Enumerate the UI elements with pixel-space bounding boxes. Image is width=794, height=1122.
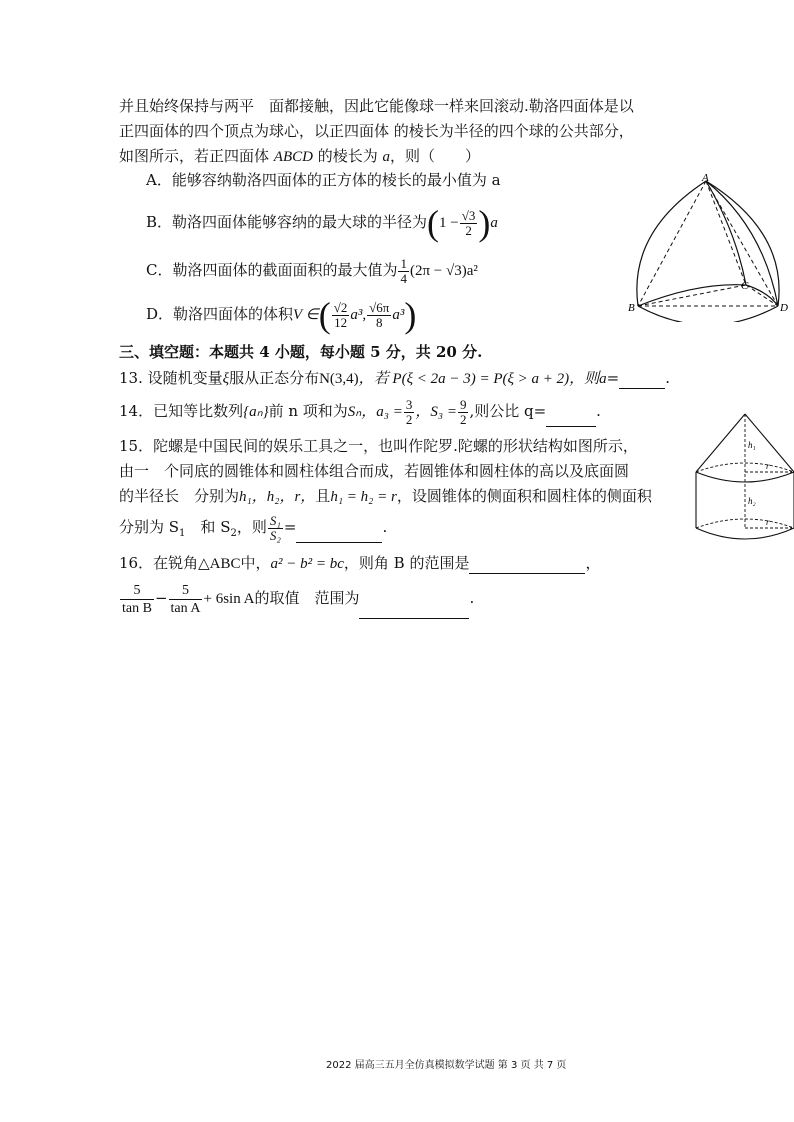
option-d-text: D．勒洛四面体的体积	[146, 305, 294, 323]
dashed-cd	[746, 285, 778, 306]
bottom-ellipse-front	[696, 528, 794, 539]
a3-label: ，a₃ =	[361, 404, 403, 420]
numerator: 9	[459, 396, 467, 412]
numerator: 1	[400, 255, 407, 271]
dashed-ab	[638, 181, 706, 306]
q15-text: 且	[315, 487, 331, 505]
period: .	[596, 402, 601, 420]
q16-text: 的取值 范围为	[254, 589, 360, 607]
option-d-end: a³	[392, 307, 405, 323]
intro-line-1: 并且始终保持与两平 面都接触，因此它能像球一样来回滚动.勒洛四面体是以	[119, 97, 634, 115]
intro-text: ，则（ ）	[390, 147, 481, 165]
intro-text: 的棱长为	[312, 147, 383, 165]
fraction	[332, 301, 350, 330]
denominator: tan B	[122, 600, 152, 616]
fraction	[458, 398, 469, 427]
q13-condition: ，若 P(ξ < 2a − 3) = P(ξ > a + 2)，则	[358, 371, 600, 387]
q16-text: ，则角 B 的范围是	[343, 554, 470, 572]
fraction	[404, 398, 415, 427]
question-16-line-1	[119, 553, 600, 574]
vertex-b-label: B	[628, 302, 635, 314]
distribution: N(3,4)	[319, 371, 359, 387]
edge-var: a	[382, 149, 390, 165]
q14-text: ,则公比 q=	[469, 402, 547, 420]
q16-text: 16．在锐角	[119, 554, 199, 572]
r2-label: r	[766, 517, 770, 527]
page-footer: 2022 届高三五月全仿真模拟数学试题 第 3 页 共 7 页	[326, 1060, 567, 1071]
option-b	[146, 204, 498, 241]
q14-text: 前 n 项和为	[268, 402, 348, 420]
denominator: 2	[459, 411, 467, 427]
q14-text: 14．已知等比数列	[119, 402, 244, 420]
answer-blank-16a[interactable]	[469, 553, 585, 574]
question-15-line-2: 由一 个同底的圆锥体和圆柱体组合而成，若圆锥体和圆柱体的高以及底面圆	[119, 462, 630, 480]
option-c-expr: (2π − √3)a²	[409, 263, 478, 279]
intro-line-2: 正四面体的四个顶点为球心，以正四面体 的棱长为半径的四个球的公共部分，	[119, 122, 634, 140]
answer-blank-14[interactable]	[546, 396, 596, 427]
edge-cd	[746, 285, 778, 306]
dashed-ac	[706, 181, 746, 285]
option-d	[146, 296, 416, 333]
equals-sign: =	[283, 518, 297, 536]
denominator: 2	[405, 411, 413, 427]
s3-label: ，S₃ =	[415, 404, 457, 420]
q15-text: 和 S	[185, 518, 231, 536]
q15-text: 的半径长 分别为	[119, 487, 240, 505]
q13-text: 13. 设随机变量	[119, 369, 223, 387]
tetra-name: ABCD	[273, 149, 313, 165]
denominator: tan A	[170, 600, 201, 616]
edge-var: a	[490, 215, 498, 231]
dashed-bc	[638, 285, 746, 306]
answer-blank-16b[interactable]	[359, 578, 469, 619]
period: .	[382, 518, 388, 536]
r1-label: r	[766, 461, 770, 471]
fraction	[169, 582, 203, 617]
subscript: 1	[179, 528, 186, 539]
q15-vars: h₁，h₂，r，	[239, 489, 316, 505]
random-var: ξ	[222, 371, 230, 387]
paren: )	[478, 203, 491, 243]
option-b-one: 1 −	[439, 215, 459, 231]
denominator: 12	[334, 314, 348, 330]
fraction	[398, 257, 409, 286]
spinning-top-figure	[692, 410, 794, 548]
question-15-line-1: 15．陀螺是中国民间的娱乐工具之一，也叫作陀罗.陀螺的形状结构如图所示，	[119, 437, 638, 455]
question-14	[119, 396, 601, 427]
question-16-line-2	[119, 578, 474, 619]
volume-var: V ∈	[293, 307, 319, 323]
fraction	[367, 301, 391, 330]
subscript: 2	[230, 528, 237, 539]
partial-sum: Sₙ	[347, 404, 362, 420]
numerator: 3	[405, 396, 413, 412]
h2-label: h₂	[748, 496, 756, 506]
option-b-text: B．勒洛四面体能够容纳的最大球的半径为	[146, 213, 428, 231]
option-c-text: C．勒洛四面体的截面面积的最大值为	[146, 261, 398, 279]
paren: (	[318, 295, 331, 335]
section-heading: 三、填空题：本题共 4 小题，每小题 5 分，共 20 分.	[119, 343, 483, 361]
vertex-d-label: D	[780, 302, 788, 314]
numerator: S₁	[269, 512, 281, 528]
denominator: 4	[400, 270, 407, 286]
q16-expr: + 6sin A	[203, 591, 255, 607]
q13-text: 服从正态分布	[229, 369, 320, 387]
answer-blank-15[interactable]	[296, 512, 382, 543]
q15-text: 分别为 S	[119, 518, 180, 536]
question-13	[119, 368, 670, 389]
vertex-a-label: A	[702, 172, 709, 184]
q15-text: ，设圆锥体的侧面积和圆柱体的侧面积	[396, 487, 652, 505]
numerator: √3	[461, 207, 476, 223]
question-15-line-4	[119, 512, 387, 549]
paren: (	[427, 203, 440, 243]
denominator: S₂	[269, 527, 281, 543]
question-15-line-3	[119, 486, 652, 507]
option-c	[146, 255, 478, 286]
fraction	[268, 514, 283, 543]
fraction	[460, 209, 478, 238]
vertex-c-label: C	[741, 280, 749, 292]
numerator: 5	[169, 582, 203, 600]
h1-label: h₁	[748, 440, 756, 450]
reuleaux-tetrahedron-figure	[628, 172, 794, 322]
q15-condition: h₁ = h₂ = r	[330, 489, 397, 505]
fraction	[120, 582, 154, 617]
denominator: 8	[375, 314, 383, 330]
period: .	[469, 589, 475, 607]
minus-sign: −	[154, 589, 168, 607]
option-a: A．能够容纳勒洛四面体的正方体的棱长的最小值为 a	[146, 171, 501, 189]
comma: ，	[585, 554, 601, 572]
equals-sign: =	[606, 369, 620, 387]
triangle: △ABC	[198, 556, 241, 572]
q16-text: 中，	[240, 554, 271, 572]
q16-equation: a² − b² = bc	[270, 556, 344, 572]
bottom-arc	[638, 306, 778, 322]
intro-text: 如图所示，若正四面体	[119, 147, 274, 165]
numerator: 5	[120, 582, 154, 600]
numerator: √2	[333, 299, 348, 315]
q15-text: ，则	[236, 518, 267, 536]
period: .	[665, 369, 671, 387]
intro-line-3	[119, 146, 480, 167]
denominator: 2	[465, 222, 472, 238]
numerator: √6π	[369, 299, 390, 315]
option-d-mid: a³,	[350, 307, 367, 323]
answer-var: a	[599, 371, 607, 387]
answer-blank-13[interactable]	[619, 368, 665, 389]
sequence: {aₙ}	[243, 404, 269, 420]
paren: )	[404, 295, 417, 335]
